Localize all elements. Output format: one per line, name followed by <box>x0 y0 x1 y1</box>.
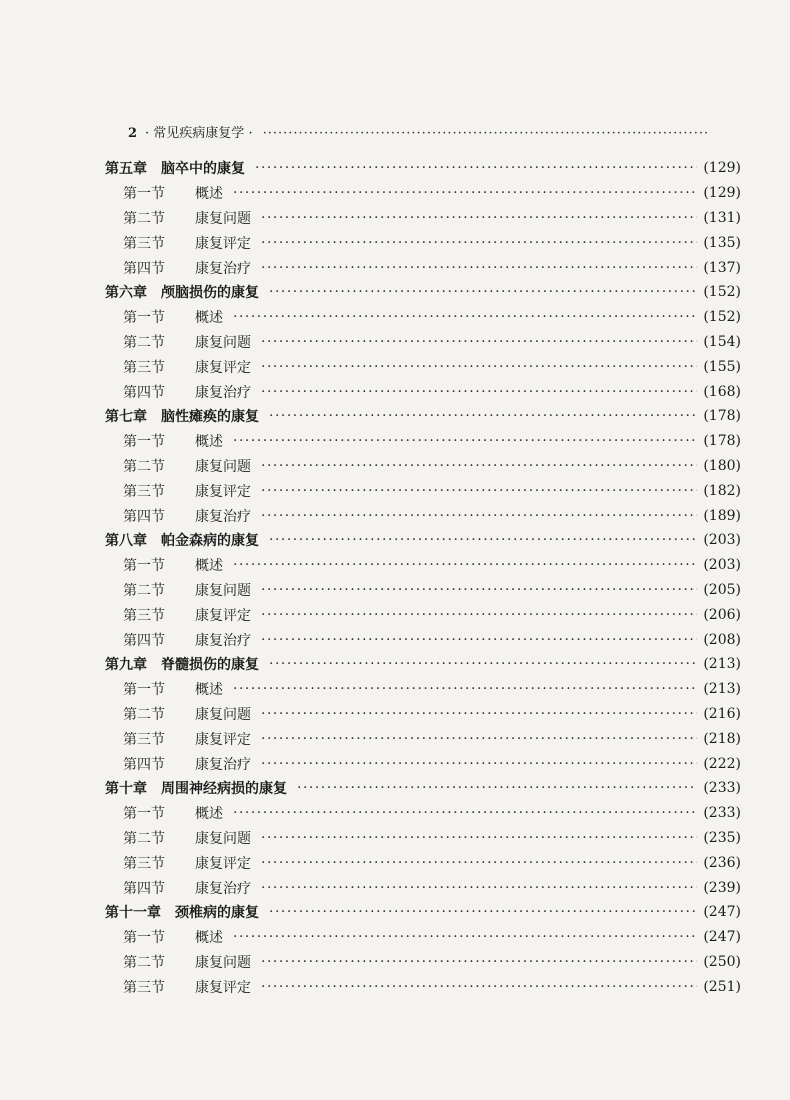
section-title: 康复问题 <box>195 334 251 351</box>
dot-leader <box>261 730 697 748</box>
section-number: 第一节 <box>123 806 165 823</box>
toc-entry-label <box>123 481 251 501</box>
toc-chapter-entry[interactable] <box>105 404 741 429</box>
toc-entry-label <box>123 729 251 749</box>
toc-entry-label <box>123 258 251 278</box>
toc-section-entry[interactable] <box>105 850 741 875</box>
toc-section-entry[interactable] <box>105 627 741 652</box>
toc-entry-label <box>123 332 251 352</box>
dot-leader <box>261 457 697 475</box>
toc-section-entry[interactable] <box>105 503 741 528</box>
toc-section-entry[interactable] <box>105 751 741 776</box>
section-number: 第一节 <box>123 930 165 947</box>
page-number: (233) <box>703 805 741 822</box>
page-number: (208) <box>703 631 741 648</box>
section-number: 第三节 <box>123 731 165 748</box>
dot-leader <box>297 779 697 797</box>
section-number: 第二节 <box>123 706 165 723</box>
toc-section-entry[interactable] <box>105 379 741 404</box>
section-title: 康复评定 <box>195 359 251 376</box>
section-number: 第二节 <box>123 954 165 971</box>
toc-entry-label <box>105 530 259 550</box>
toc-entry-label <box>123 828 251 848</box>
toc-entry-label <box>105 406 259 426</box>
toc-section-entry[interactable] <box>105 255 741 280</box>
section-number: 第一节 <box>123 186 165 203</box>
page-number: (135) <box>703 234 741 251</box>
header-book-title: · 常见疾病康复学 · <box>145 126 253 141</box>
toc-section-entry[interactable] <box>105 950 741 975</box>
toc-entry-label <box>123 580 251 600</box>
page-number: (213) <box>703 681 741 698</box>
section-number: 第四节 <box>123 384 165 401</box>
dot-leader <box>261 705 697 723</box>
toc-section-entry[interactable] <box>105 429 741 454</box>
page-number: (152) <box>703 284 741 301</box>
section-number: 第三节 <box>123 979 165 996</box>
toc-entry-label <box>123 382 251 402</box>
toc-entry-label <box>123 208 251 228</box>
dot-leader <box>233 556 697 574</box>
chapter-title: 周围神经病损的康复 <box>161 781 287 798</box>
dot-leader <box>261 209 697 227</box>
section-number: 第三节 <box>123 359 165 376</box>
dot-leader <box>233 184 697 202</box>
toc-section-entry[interactable] <box>105 478 741 503</box>
page-number: (152) <box>703 309 741 326</box>
section-title: 康复治疗 <box>195 508 251 525</box>
page-number: (218) <box>703 730 741 747</box>
toc-entry-label <box>123 754 251 774</box>
toc-entry-label <box>123 357 251 377</box>
page-number: (247) <box>703 929 741 946</box>
section-number: 第四节 <box>123 632 165 649</box>
toc-entry-label <box>105 282 259 302</box>
header-page-number: 2 <box>128 126 138 141</box>
section-title: 康复治疗 <box>195 756 251 773</box>
section-title: 康复治疗 <box>195 384 251 401</box>
chapter-title: 脊髓损伤的康复 <box>161 657 259 674</box>
dot-leader <box>261 581 697 599</box>
dot-leader <box>233 928 697 946</box>
chapter-number: 第六章 <box>105 285 147 302</box>
toc-section-entry[interactable] <box>105 206 741 231</box>
page-number: (131) <box>703 209 741 226</box>
chapter-title: 颈椎病的康复 <box>175 905 259 922</box>
toc-entry-label <box>123 977 251 997</box>
page-number: (247) <box>703 904 741 921</box>
section-title: 概述 <box>195 806 223 823</box>
section-title: 康复问题 <box>195 830 251 847</box>
chapter-number: 第十一章 <box>105 905 161 922</box>
toc-chapter-entry[interactable] <box>105 156 741 181</box>
toc-chapter-entry[interactable] <box>105 652 741 677</box>
page-number: (205) <box>703 581 741 598</box>
dot-leader <box>261 383 697 401</box>
section-number: 第四节 <box>123 880 165 897</box>
toc-section-entry[interactable] <box>105 330 741 355</box>
section-number: 第二节 <box>123 334 165 351</box>
chapter-number: 第七章 <box>105 409 147 426</box>
toc-section-entry[interactable] <box>105 801 741 826</box>
section-number: 第二节 <box>123 830 165 847</box>
toc-entry-label <box>123 605 251 625</box>
toc-entry-label <box>105 902 259 922</box>
toc-entry-label <box>123 704 251 724</box>
chapter-title: 脑性瘫痪的康复 <box>161 409 259 426</box>
dot-leader <box>269 903 697 921</box>
toc-entry-label <box>123 878 251 898</box>
page-number: (129) <box>703 160 741 177</box>
section-title: 康复问题 <box>195 706 251 723</box>
section-number: 第一节 <box>123 310 165 327</box>
toc-section-entry[interactable] <box>105 826 741 851</box>
page-number: (250) <box>703 953 741 970</box>
section-number: 第四节 <box>123 260 165 277</box>
page-number: (189) <box>703 507 741 524</box>
toc-entry-label <box>123 456 251 476</box>
section-number: 第二节 <box>123 210 165 227</box>
toc-section-entry[interactable] <box>105 702 741 727</box>
page-number: (178) <box>703 408 741 425</box>
toc-entry-label <box>123 555 223 575</box>
dot-leader <box>233 680 697 698</box>
section-number: 第一节 <box>123 558 165 575</box>
chapter-title: 脑卒中的康复 <box>161 161 245 178</box>
chapter-number: 第十章 <box>105 781 147 798</box>
toc-entry-label <box>123 630 251 650</box>
toc-chapter-entry[interactable] <box>105 776 741 801</box>
dot-leader <box>261 953 697 971</box>
section-title: 康复评定 <box>195 731 251 748</box>
section-number: 第一节 <box>123 682 165 699</box>
page-number: (137) <box>703 259 741 276</box>
toc-section-entry[interactable] <box>105 875 741 900</box>
toc-entry-label <box>123 679 223 699</box>
dot-leader <box>261 259 697 277</box>
chapter-number: 第八章 <box>105 533 147 550</box>
page-number: (222) <box>703 755 741 772</box>
chapter-number: 第九章 <box>105 657 147 674</box>
toc-entry-label <box>123 307 223 327</box>
dot-leader <box>269 407 697 425</box>
page-number: (216) <box>703 705 741 722</box>
toc-section-entry[interactable] <box>105 578 741 603</box>
page-number: (155) <box>703 358 741 375</box>
section-title: 康复评定 <box>195 855 251 872</box>
chapter-number: 第五章 <box>105 161 147 178</box>
section-number: 第二节 <box>123 582 165 599</box>
toc-entry-label <box>105 654 259 674</box>
section-title: 康复评定 <box>195 483 251 500</box>
dot-leader <box>269 283 697 301</box>
section-title: 康复问题 <box>195 954 251 971</box>
section-title: 概述 <box>195 310 223 327</box>
dot-leader <box>261 755 697 773</box>
toc-section-entry[interactable] <box>105 230 741 255</box>
section-title: 康复问题 <box>195 210 251 227</box>
section-title: 概述 <box>195 434 223 451</box>
dot-leader <box>261 507 697 525</box>
section-number: 第一节 <box>123 434 165 451</box>
toc-chapter-entry[interactable] <box>105 900 741 925</box>
section-title: 概述 <box>195 558 223 575</box>
toc-chapter-entry[interactable] <box>105 280 741 305</box>
page-number: (203) <box>703 532 741 549</box>
section-title: 康复问题 <box>195 582 251 599</box>
page-number: (203) <box>703 557 741 574</box>
toc-section-entry[interactable] <box>105 974 741 999</box>
section-number: 第三节 <box>123 855 165 872</box>
section-number: 第三节 <box>123 483 165 500</box>
toc-section-entry[interactable] <box>105 726 741 751</box>
section-title: 康复治疗 <box>195 880 251 897</box>
toc-chapter-entry[interactable] <box>105 528 741 553</box>
header-dot-leader: ······················································································· <box>262 126 710 141</box>
dot-leader <box>261 358 697 376</box>
dot-leader <box>261 978 697 996</box>
dot-leader <box>261 879 697 897</box>
toc-section-entry[interactable] <box>105 925 741 950</box>
section-title: 概述 <box>195 682 223 699</box>
section-number: 第四节 <box>123 756 165 773</box>
section-number: 第三节 <box>123 235 165 252</box>
section-number: 第二节 <box>123 458 165 475</box>
dot-leader <box>233 432 697 450</box>
page-number: (239) <box>703 879 741 896</box>
page-number: (182) <box>703 482 741 499</box>
dot-leader <box>261 631 697 649</box>
chapter-title: 帕金森病的康复 <box>161 533 259 550</box>
section-title: 康复评定 <box>195 607 251 624</box>
section-title: 康复治疗 <box>195 260 251 277</box>
toc-section-entry[interactable] <box>105 454 741 479</box>
section-title: 概述 <box>195 186 223 203</box>
toc-entry-label <box>123 506 251 526</box>
toc-entry-label <box>105 778 287 798</box>
toc-section-entry[interactable] <box>105 553 741 578</box>
toc-entry-label <box>123 183 223 203</box>
section-title: 康复评定 <box>195 979 251 996</box>
dot-leader <box>233 308 697 326</box>
toc-entry-label <box>123 431 223 451</box>
page-number: (206) <box>703 606 741 623</box>
dot-leader <box>261 606 697 624</box>
toc-section-entry[interactable] <box>105 181 741 206</box>
running-header <box>128 122 728 141</box>
toc-section-entry[interactable] <box>105 677 741 702</box>
dot-leader <box>255 159 697 177</box>
toc-entry-label <box>123 803 223 823</box>
toc-section-entry[interactable] <box>105 305 741 330</box>
page-number: (168) <box>703 383 741 400</box>
section-title: 概述 <box>195 930 223 947</box>
page-number: (154) <box>703 333 741 350</box>
section-title: 康复评定 <box>195 235 251 252</box>
section-title: 康复治疗 <box>195 632 251 649</box>
dot-leader <box>233 804 697 822</box>
toc-entry-label <box>123 233 251 253</box>
dot-leader <box>269 531 697 549</box>
section-number: 第三节 <box>123 607 165 624</box>
page-number: (251) <box>703 978 741 995</box>
dot-leader <box>261 234 697 252</box>
dot-leader <box>269 655 697 673</box>
chapter-title: 颅脑损伤的康复 <box>161 285 259 302</box>
page-number: (233) <box>703 780 741 797</box>
page-number: (129) <box>703 185 741 202</box>
dot-leader <box>261 829 697 847</box>
toc-entry-label <box>123 952 251 972</box>
page-number: (180) <box>703 457 741 474</box>
page-number: (178) <box>703 433 741 450</box>
page-number: (213) <box>703 656 741 673</box>
toc-entry-label <box>123 927 223 947</box>
dot-leader <box>261 854 697 872</box>
table-of-contents <box>105 156 741 999</box>
page-number: (235) <box>703 829 741 846</box>
toc-entry-label <box>105 158 245 178</box>
dot-leader <box>261 482 697 500</box>
toc-section-entry[interactable] <box>105 602 741 627</box>
toc-section-entry[interactable] <box>105 354 741 379</box>
dot-leader <box>261 333 697 351</box>
toc-entry-label <box>123 853 251 873</box>
page-number: (236) <box>703 854 741 871</box>
section-title: 康复问题 <box>195 458 251 475</box>
section-number: 第四节 <box>123 508 165 525</box>
